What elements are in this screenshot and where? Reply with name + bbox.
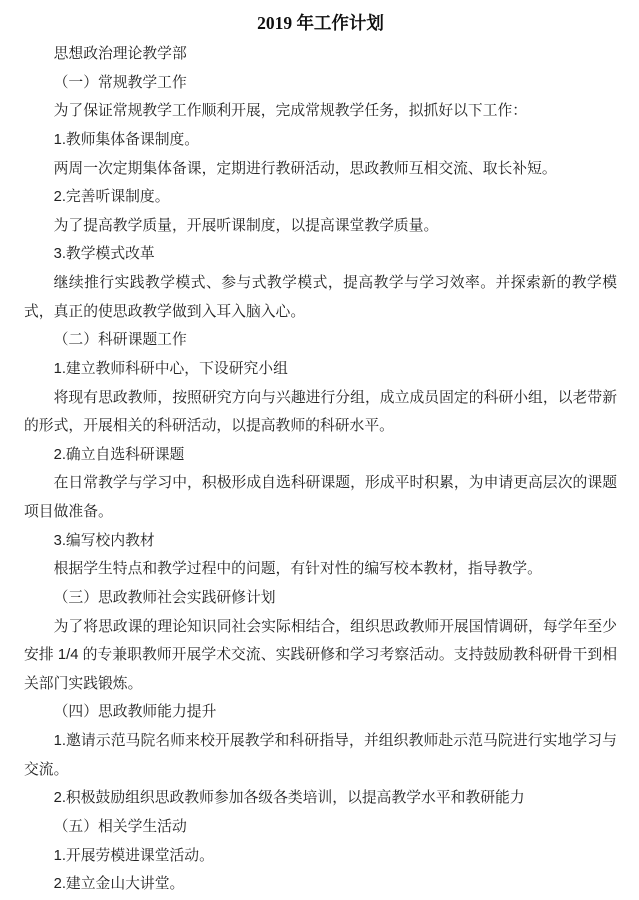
section-4-heading: （四）思政教师能力提升 (53, 704, 217, 721)
paragraph: 1.教师集体备课制度。 (53, 131, 200, 148)
section-5-heading: （五）相关学生活动 (53, 818, 187, 835)
paragraph: 2.确立自选科研课题 (53, 446, 185, 463)
paragraph: 在日常教学与学习中，积极形成自选科研课题，形成平时积累，为申请更高层次的课题项目做准备。 (24, 475, 617, 520)
paragraph: 1.邀请示范马院名师来校开展教学和科研指导，并组织教师赴示范马院进行实地学习与交流。 (24, 733, 617, 778)
paragraph: 继续推行实践教学模式、参与式教学模式，提高教学与学习效率。并探索新的教学模式，真正的使思政教学做到入耳入脑入心。 (24, 275, 617, 320)
section-student-activities (24, 813, 617, 899)
paragraph: 3.编写校内教材 (53, 532, 155, 549)
paragraph: 为了提高教学质量，开展听课制度，以提高课堂教学质量。 (53, 217, 439, 234)
paragraph: 根据学生特点和教学过程中的问题，有针对性的编写校本教材，指导教学。 (53, 561, 542, 578)
paragraph: 1.建立教师科研中心，下设研究小组 (53, 360, 288, 377)
section-3-heading: （三）思政教师社会实践研修计划 (53, 589, 276, 606)
section-research-topics (24, 326, 617, 584)
paragraph: 3.教学模式改革 (53, 246, 155, 263)
paragraph: 将现有思政教师，按照研究方向与兴趣进行分组，成立成员固定的科研小组，以老带新的形式，开展相关的科研活动，以提高教师的科研水平。 (24, 389, 617, 435)
department-line: 思想政治理论教学部 (53, 46, 187, 62)
paragraph: 1.开展劳模进课堂活动。 (53, 847, 214, 864)
paragraph: 为了将思政课的理论知识同社会实际相结合，组织思政教师开展国情调研，每学年至少安排 1/4 的专兼职教师开展学术交流、实践研修和学习考察活动。支持鼓励教科研骨干到相关部门实践锻炼。 (24, 618, 617, 692)
paragraph: 为了保证常规教学工作顺利开展，完成常规教学任务，拟抓好以下工作： (53, 103, 528, 120)
section-teacher-capability (24, 698, 617, 813)
section-regular-teaching (24, 69, 617, 327)
paragraph: 2.积极鼓励组织思政教师参加各级各类培训，以提高教学水平和教研能力 (53, 790, 525, 807)
paragraph: 2.建立金山大讲堂。 (53, 876, 185, 893)
document-title: 2019 年工作计划 (257, 13, 384, 33)
section-social-practice-program (24, 584, 617, 699)
paragraph: 2.完善听课制度。 (53, 189, 170, 206)
paragraph: 两周一次定期集体备课，定期进行教研活动，思政教师互相交流、取长补短。 (53, 160, 557, 177)
section-2-heading: （二）科研课题工作 (53, 332, 187, 349)
section-1-heading: （一）常规教学工作 (53, 74, 187, 91)
